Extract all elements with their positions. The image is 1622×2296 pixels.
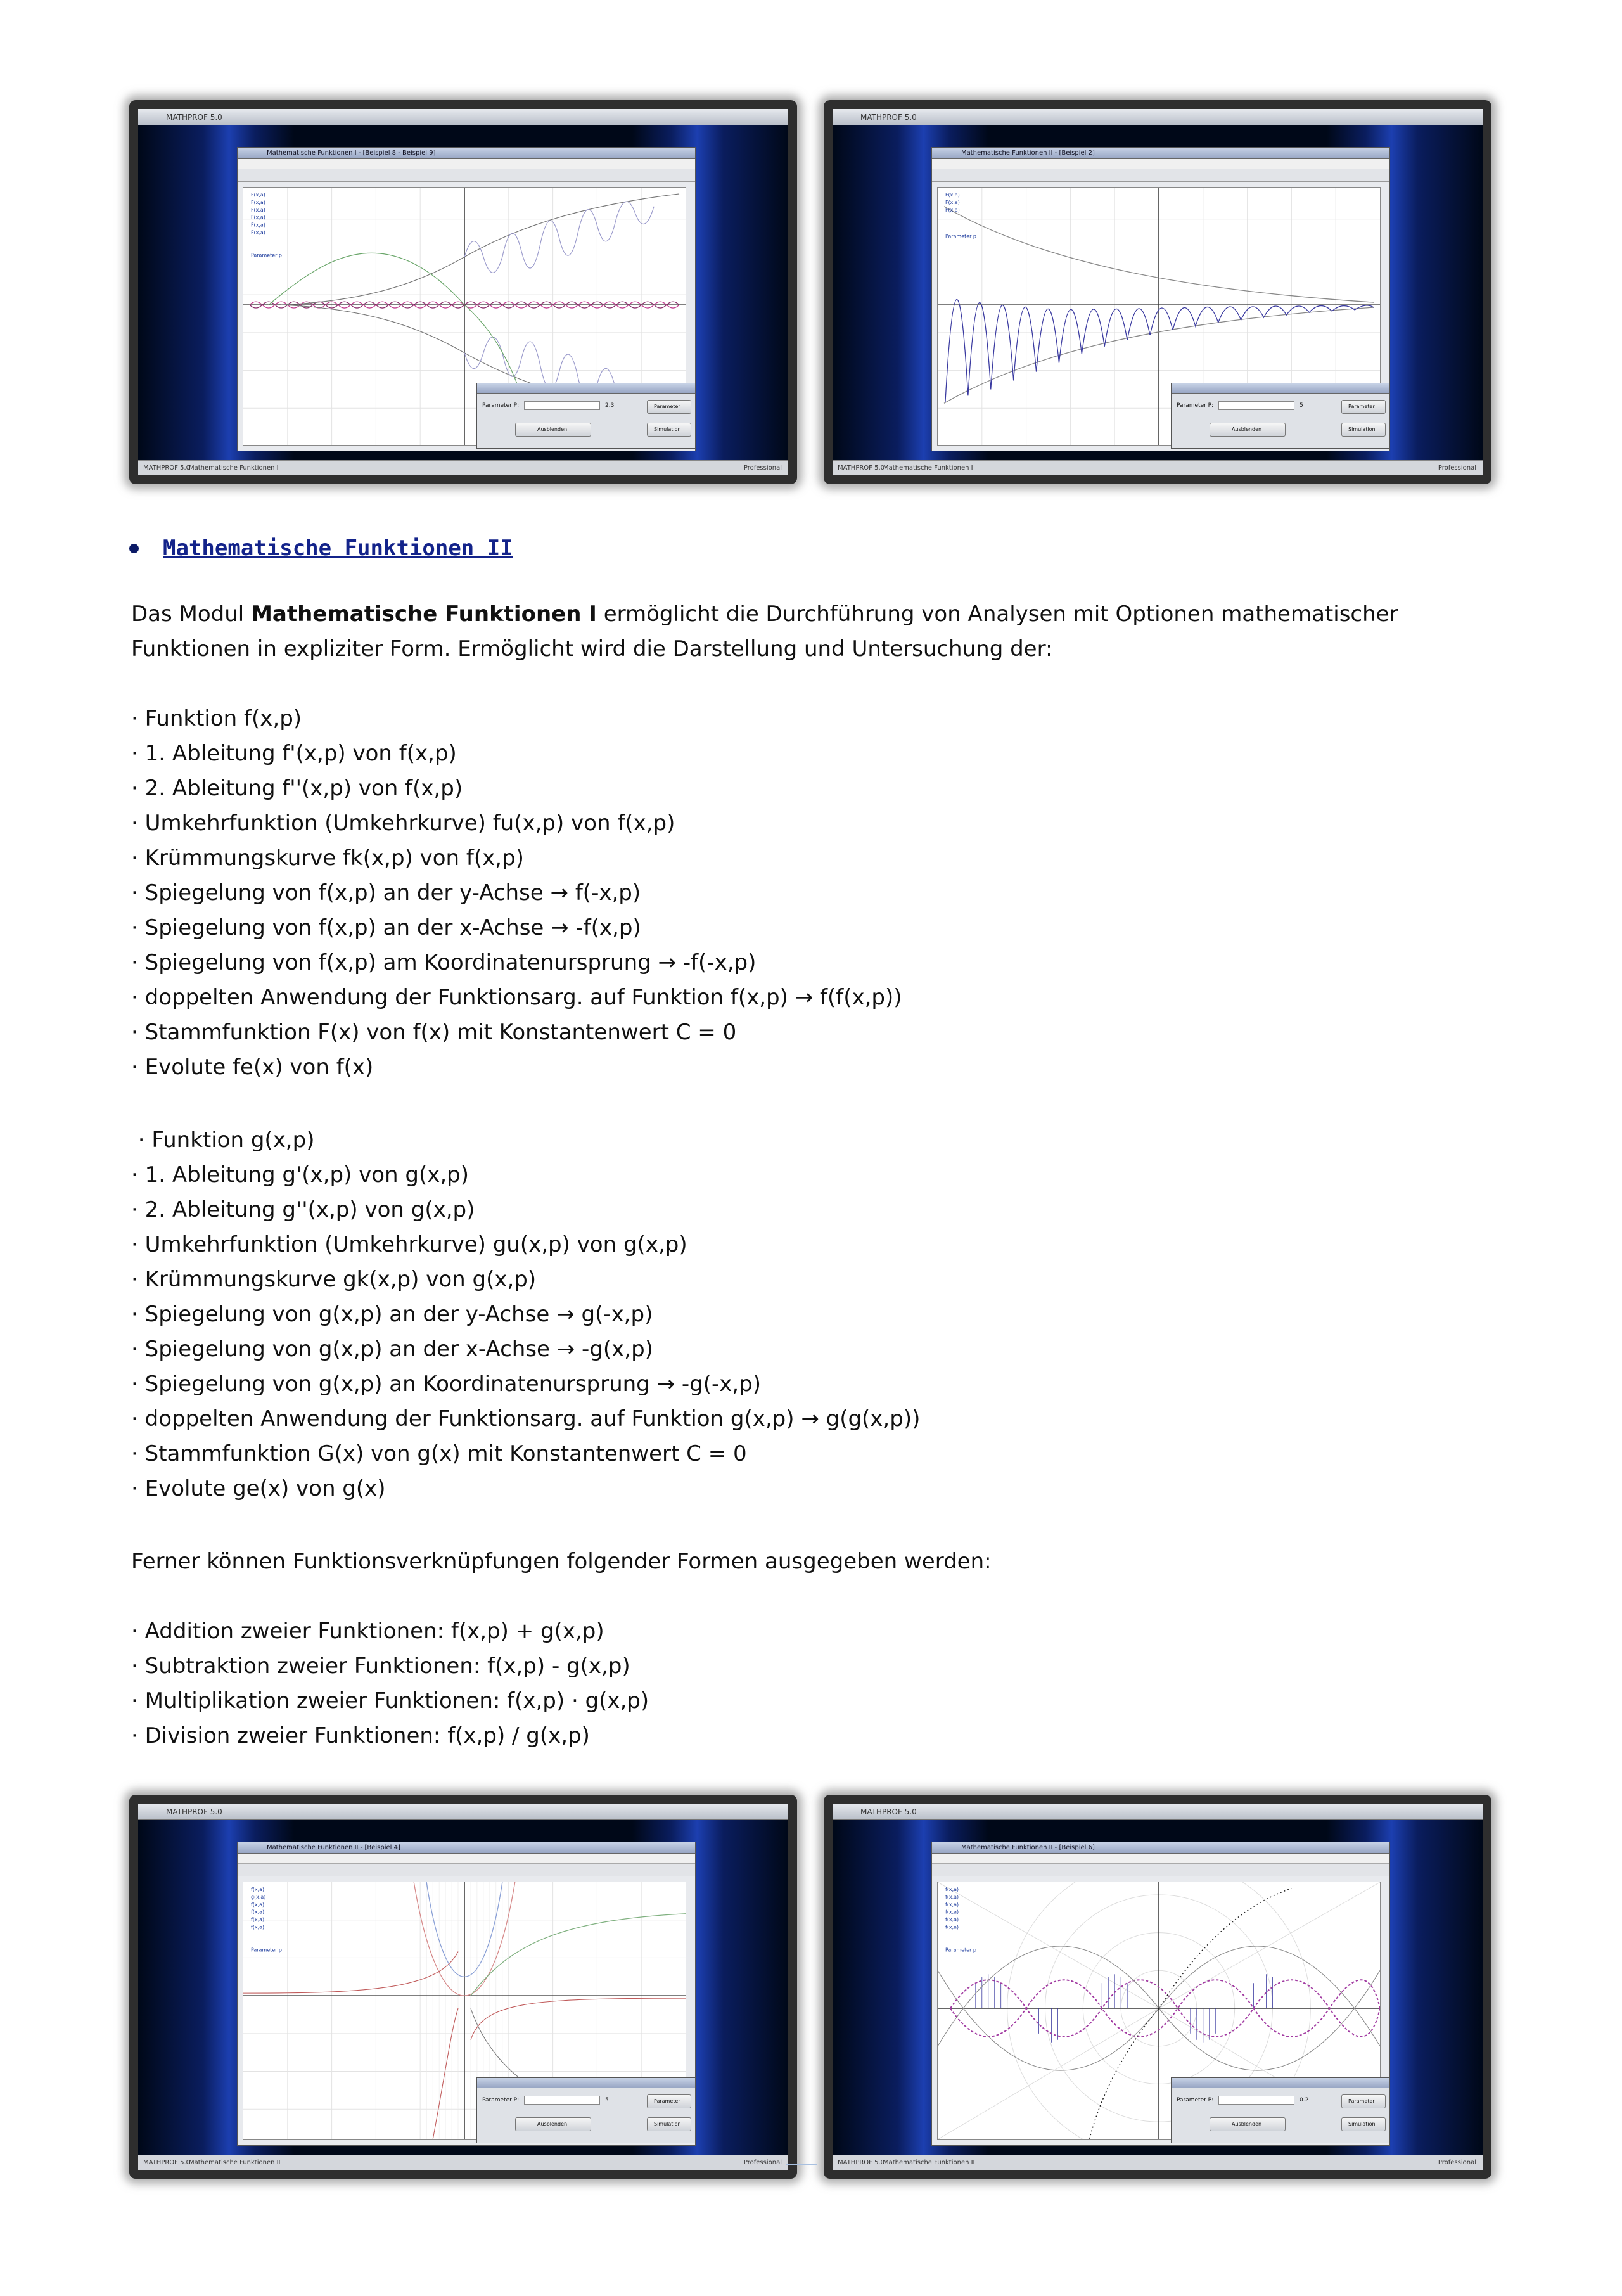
parameter-window xyxy=(476,2077,696,2143)
app-title: MATHPROF 5.0 xyxy=(166,1807,222,1816)
list-item: · doppelten Anwendung der Funktionsarg. auf Funktion f(x,p) → f(f(x,p)) xyxy=(131,985,902,1010)
window-title: Mathematische Funktionen II - [Beispiel 6] xyxy=(932,1842,1389,1854)
svg-text:F(x,a): F(x,a) xyxy=(945,191,960,198)
param-select[interactable] xyxy=(524,401,600,410)
list-item: · Subtraktion zweier Funktionen: f(x,p) - g(x,p) xyxy=(131,1653,630,1679)
param-value: 5 xyxy=(605,2097,609,2103)
statusbar xyxy=(833,2155,1483,2170)
list-item: · doppelten Anwendung der Funktionsarg. auf Funktion g(x,p) → g(g(x,p)) xyxy=(131,1406,921,1432)
svg-text:Parameter p: Parameter p xyxy=(250,252,282,259)
menu-bar xyxy=(238,159,695,169)
window-title: Mathematische Funktionen II - [Beispiel 2] xyxy=(932,148,1389,159)
list-item: · Multiplikation zweier Funktionen: f(x,p) · g(x,p) xyxy=(131,1688,649,1714)
param-value: 2.3 xyxy=(605,402,615,409)
intro-line2: Funktionen in expliziter Form. Ermöglicht wird die Darstellung und Untersuchung der: xyxy=(131,636,1053,662)
toolbar xyxy=(932,169,1389,182)
statusbar xyxy=(833,460,1483,475)
svg-text:f(x,a): f(x,a) xyxy=(945,1924,959,1930)
parameter-button[interactable]: Parameter xyxy=(1341,2094,1386,2108)
statusbar xyxy=(138,460,788,475)
param-label: Parameter P: xyxy=(482,402,520,409)
titlebar xyxy=(833,109,1483,125)
simulation-button[interactable]: Simulation xyxy=(647,2117,691,2131)
svg-text:f(x,a): f(x,a) xyxy=(250,1886,265,1892)
list-item: · Division zweier Funktionen: f(x,p) / g(x,p) xyxy=(131,1723,590,1748)
svg-text:g(x,a): g(x,a) xyxy=(250,1894,266,1900)
svg-text:f(x,a): f(x,a) xyxy=(945,1886,959,1892)
app-title: MATHPROF 5.0 xyxy=(860,1807,917,1816)
list-item: · Umkehrfunktion (Umkehrkurve) gu(x,p) von g(x,p) xyxy=(131,1232,687,1257)
list-ops xyxy=(131,1614,649,1754)
param-label: Parameter P: xyxy=(1177,402,1214,409)
parameter-button[interactable]: Parameter xyxy=(647,2094,691,2108)
divider xyxy=(786,2164,817,2165)
svg-text:f(x,a): f(x,a) xyxy=(250,1909,265,1915)
svg-text:F(x,a): F(x,a) xyxy=(250,222,265,228)
titlebar xyxy=(833,1804,1483,1820)
list-item: · Spiegelung von f(x,p) an der y-Achse → f(-x,p) xyxy=(131,880,641,906)
status-app: MATHPROF 5.0 xyxy=(143,2159,191,2166)
heading-link[interactable]: Mathematische Funktionen II xyxy=(163,536,513,561)
svg-text:f(x,a): f(x,a) xyxy=(250,1916,265,1923)
parameter-window xyxy=(476,383,696,449)
section-heading xyxy=(129,534,513,563)
param-select[interactable] xyxy=(1218,2096,1294,2105)
list-item: · Funktion f(x,p) xyxy=(131,706,302,731)
list-f xyxy=(131,702,902,1085)
svg-text:F(x,a): F(x,a) xyxy=(250,229,265,236)
list-item: · Addition zweier Funktionen: f(x,p) + g(x,p) xyxy=(131,1619,604,1644)
menu-bar xyxy=(932,1854,1389,1864)
svg-text:F(x,a): F(x,a) xyxy=(250,199,265,205)
toolbar xyxy=(238,169,695,182)
status-edition: Professional xyxy=(743,2159,782,2166)
menu-bar xyxy=(238,1854,695,1864)
parameter-button[interactable]: Parameter xyxy=(647,400,691,414)
list-item: · Spiegelung von g(x,p) an der x-Achse → -g(x,p) xyxy=(131,1337,653,1362)
window-title: Mathematische Funktionen I - [Beispiel 8 - Beispiel 9] xyxy=(238,148,695,159)
svg-text:f(x,a): f(x,a) xyxy=(945,1909,959,1915)
param-select[interactable] xyxy=(524,2096,600,2105)
list-item: · Evolute ge(x) von g(x) xyxy=(131,1476,386,1501)
toolbar xyxy=(932,1864,1389,1876)
svg-text:F(x,a): F(x,a) xyxy=(250,191,265,198)
status-module: Mathematische Funktionen I xyxy=(189,465,279,471)
simulation-button[interactable]: Simulation xyxy=(1341,2117,1386,2131)
status-module: Mathematische Funktionen II xyxy=(883,2159,975,2166)
svg-text:f(x,a): f(x,a) xyxy=(945,1894,959,1900)
parameter-window xyxy=(1171,2077,1390,2143)
status-app: MATHPROF 5.0 xyxy=(838,2159,885,2166)
window-title: Mathematische Funktionen II - [Beispiel 4] xyxy=(238,1842,695,1854)
intro-line1: ermöglicht die Durchführung von Analysen mit Optionen mathematischer xyxy=(596,601,1398,627)
simulation-button[interactable]: Simulation xyxy=(647,423,691,437)
intro-bold: Mathematische Funktionen I xyxy=(251,601,597,627)
simulation-button[interactable]: Simulation xyxy=(1341,423,1386,437)
list-item: · Krümmungskurve gk(x,p) von g(x,p) xyxy=(131,1267,537,1292)
list-g xyxy=(131,1123,920,1506)
svg-text:F(x,a): F(x,a) xyxy=(250,207,265,213)
ausblenden-button[interactable]: Ausblenden xyxy=(1210,2117,1286,2131)
list-item: · Krümmungskurve fk(x,p) von f(x,p) xyxy=(131,845,524,871)
parameter-button[interactable]: Parameter xyxy=(1341,400,1386,414)
app-title: MATHPROF 5.0 xyxy=(166,113,222,122)
list-item: · Umkehrfunktion (Umkehrkurve) fu(x,p) von f(x,p) xyxy=(131,811,675,836)
svg-text:F(x,a): F(x,a) xyxy=(945,207,960,213)
list-item: · Stammfunktion G(x) von g(x) mit Konstantenwert C = 0 xyxy=(131,1441,747,1466)
intro-prefix: Das Modul xyxy=(131,601,252,627)
status-module: Mathematische Funktionen I xyxy=(883,465,973,471)
status-edition: Professional xyxy=(1438,465,1476,471)
ausblenden-button[interactable]: Ausblenden xyxy=(515,2117,591,2131)
status-edition: Professional xyxy=(743,465,782,471)
screenshot-3 xyxy=(129,1795,797,2179)
list-item: · Evolute fe(x) von f(x) xyxy=(131,1055,374,1080)
svg-text:f(x,a): f(x,a) xyxy=(250,1901,265,1908)
svg-text:F(x,a): F(x,a) xyxy=(250,214,265,221)
status-app: MATHPROF 5.0 xyxy=(838,465,885,471)
status-module: Mathematische Funktionen II xyxy=(189,2159,281,2166)
list-item: · Spiegelung von f(x,p) an der x-Achse → -f(x,p) xyxy=(131,915,641,940)
parameter-window xyxy=(1171,383,1390,449)
svg-text:Parameter p: Parameter p xyxy=(250,1947,282,1953)
ausblenden-button[interactable]: Ausblenden xyxy=(515,423,591,437)
svg-text:F(x,a): F(x,a) xyxy=(945,199,960,205)
ausblenden-button[interactable]: Ausblenden xyxy=(1210,423,1286,437)
list-item: · 2. Ableitung g''(x,p) von g(x,p) xyxy=(131,1197,475,1222)
param-value: 0.2 xyxy=(1300,2097,1309,2103)
titlebar xyxy=(138,1804,788,1820)
svg-text:f(x,a): f(x,a) xyxy=(945,1901,959,1908)
bullet-icon xyxy=(129,544,139,553)
list-item: · Spiegelung von f(x,p) am Koordinatenursprung → -f(-x,p) xyxy=(131,950,757,975)
svg-text:f(x,a): f(x,a) xyxy=(945,1916,959,1923)
svg-text:Parameter p: Parameter p xyxy=(945,233,976,240)
list-item: · 2. Ableitung f''(x,p) von f(x,p) xyxy=(131,776,463,801)
list-item: · Spiegelung von g(x,p) an Koordinatenursprung → -g(-x,p) xyxy=(131,1371,762,1397)
menu-bar xyxy=(932,159,1389,169)
toolbar xyxy=(238,1864,695,1876)
screenshot-1 xyxy=(129,100,797,484)
svg-text:Parameter p: Parameter p xyxy=(945,1947,976,1953)
screenshot-2 xyxy=(824,100,1491,484)
list-item: · 1. Ableitung g'(x,p) von g(x,p) xyxy=(131,1162,469,1188)
list-item: · Spiegelung von g(x,p) an der y-Achse → g(-x,p) xyxy=(131,1302,653,1327)
intro-paragraph xyxy=(131,597,1500,667)
statusbar xyxy=(138,2155,788,2170)
app-title: MATHPROF 5.0 xyxy=(860,113,917,122)
svg-text:f(x,a): f(x,a) xyxy=(250,1924,265,1930)
screenshot-4 xyxy=(824,1795,1491,2179)
status-app: MATHPROF 5.0 xyxy=(143,465,191,471)
param-select[interactable] xyxy=(1218,401,1294,410)
status-edition: Professional xyxy=(1438,2159,1476,2166)
param-label: Parameter P: xyxy=(1177,2097,1214,2103)
list-item: · 1. Ableitung f'(x,p) von f(x,p) xyxy=(131,741,457,766)
ferner-paragraph: Ferner können Funktionsverknüpfungen folgender Formen ausgegeben werden: xyxy=(131,1549,992,1574)
list-item: · Funktion g(x,p) xyxy=(131,1127,315,1153)
param-value: 5 xyxy=(1300,402,1303,409)
titlebar xyxy=(138,109,788,125)
list-item: · Stammfunktion F(x) von f(x) mit Konstantenwert C = 0 xyxy=(131,1020,737,1045)
param-label: Parameter P: xyxy=(482,2097,520,2103)
